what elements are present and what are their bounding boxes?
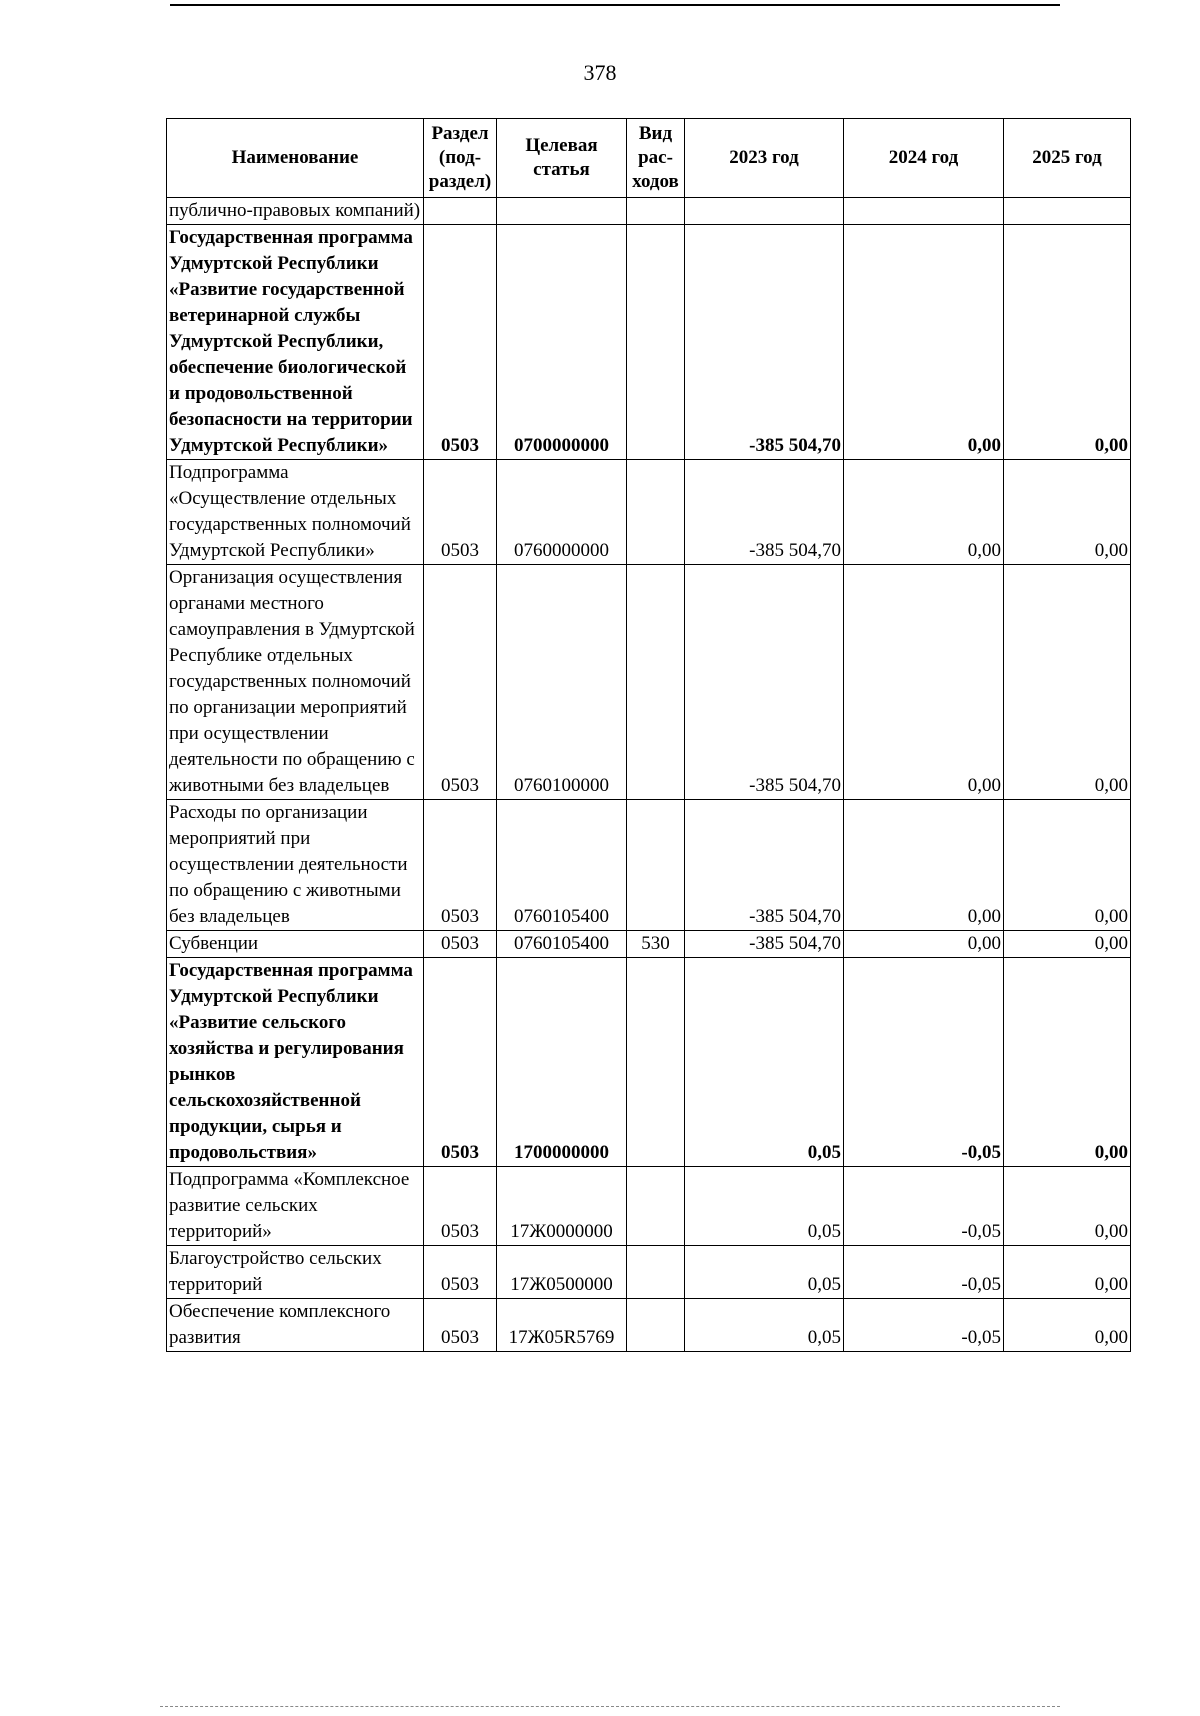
cell-name: Государственная программа Удмуртской Республики «Развитие сельского хозяйства и регулирования рынков сельскохозяйственной продукции, сырья и продовольствия» <box>167 958 424 1167</box>
cell-2025: 0,00 <box>1004 565 1131 800</box>
cell-name: публично-правовых компаний) <box>167 198 424 225</box>
table-row <box>167 958 1131 1167</box>
cell-target: 0760105400 <box>497 800 627 931</box>
cell-2023: 0,05 <box>685 1299 844 1352</box>
cell-name: Подпрограмма «Осуществление отдельных государственных полномочий Удмуртской Республики» <box>167 460 424 565</box>
cell-kind <box>627 565 685 800</box>
cell-2024: -0,05 <box>844 958 1004 1167</box>
cell-section: 0503 <box>424 1246 497 1299</box>
cell-section <box>424 198 497 225</box>
header-target: Целевая статья <box>497 119 627 198</box>
table-header-row <box>167 119 1131 198</box>
cell-2023: 0,05 <box>685 958 844 1167</box>
cell-2025: 0,00 <box>1004 225 1131 460</box>
budget-table <box>166 118 1131 1352</box>
cell-kind <box>627 198 685 225</box>
table-row <box>167 1246 1131 1299</box>
cell-2025 <box>1004 198 1131 225</box>
cell-kind <box>627 225 685 460</box>
header-section: Раздел (под-раздел) <box>424 119 497 198</box>
page-number: 378 <box>583 60 617 85</box>
cell-2023: -385 504,70 <box>685 460 844 565</box>
cell-2025: 0,00 <box>1004 800 1131 931</box>
cell-2023: -385 504,70 <box>685 931 844 958</box>
cell-name: Расходы по организации мероприятий при осуществлении деятельности по обращению с животными без владельцев <box>167 800 424 931</box>
table-row <box>167 800 1131 931</box>
table-row <box>167 931 1131 958</box>
cell-kind: 530 <box>627 931 685 958</box>
cell-section: 0503 <box>424 225 497 460</box>
cell-target: 17Ж0500000 <box>497 1246 627 1299</box>
cell-name: Организация осуществления органами местного самоуправления в Удмуртской Республике отдельных государственных полномочий по организации мероприятий при осуществлении деятельности по обращению с животными без владельцев <box>167 565 424 800</box>
cell-2025: 0,00 <box>1004 1246 1131 1299</box>
cell-name: Субвенции <box>167 931 424 958</box>
cell-section: 0503 <box>424 800 497 931</box>
cell-kind <box>627 1167 685 1246</box>
cell-name: Обеспечение комплексного развития <box>167 1299 424 1352</box>
cell-2023: 0,05 <box>685 1167 844 1246</box>
cell-2025: 0,00 <box>1004 931 1131 958</box>
cell-2025: 0,00 <box>1004 460 1131 565</box>
cell-2023 <box>685 198 844 225</box>
cell-kind <box>627 1299 685 1352</box>
table-row <box>167 565 1131 800</box>
cell-2025: 0,00 <box>1004 1299 1131 1352</box>
cell-target <box>497 198 627 225</box>
header-2024: 2024 год <box>844 119 1004 198</box>
cell-name: Подпрограмма «Комплексное развитие сельских территорий» <box>167 1167 424 1246</box>
table-row <box>167 225 1131 460</box>
cell-kind <box>627 800 685 931</box>
cell-section: 0503 <box>424 1299 497 1352</box>
cell-2024: 0,00 <box>844 460 1004 565</box>
table-row <box>167 198 1131 225</box>
cell-2025: 0,00 <box>1004 1167 1131 1246</box>
cell-section: 0503 <box>424 931 497 958</box>
cell-2024: 0,00 <box>844 225 1004 460</box>
cell-2023: -385 504,70 <box>685 225 844 460</box>
bottom-edge-line <box>160 1706 1060 1708</box>
cell-target: 0760000000 <box>497 460 627 565</box>
cell-target: 0760105400 <box>497 931 627 958</box>
table-row <box>167 1167 1131 1246</box>
cell-2023: -385 504,70 <box>685 800 844 931</box>
cell-kind <box>627 460 685 565</box>
cell-2024 <box>844 198 1004 225</box>
cell-2024: -0,05 <box>844 1167 1004 1246</box>
table-row <box>167 460 1131 565</box>
cell-target: 0760100000 <box>497 565 627 800</box>
cell-name: Государственная программа Удмуртской Республики «Развитие государственной ветеринарной службы Удмуртской Республики, обеспечение биологической и продовольственной безопасности на территории Удмуртской Республики» <box>167 225 424 460</box>
header-kind: Вид рас-ходов <box>627 119 685 198</box>
cell-2024: 0,00 <box>844 565 1004 800</box>
cell-2024: 0,00 <box>844 800 1004 931</box>
cell-section: 0503 <box>424 565 497 800</box>
cell-kind <box>627 1246 685 1299</box>
cell-section: 0503 <box>424 1167 497 1246</box>
cell-target: 0700000000 <box>497 225 627 460</box>
header-name: Наименование <box>167 119 424 198</box>
table-row <box>167 1299 1131 1352</box>
cell-target: 17Ж0000000 <box>497 1167 627 1246</box>
cell-target: 17Ж05R5769 <box>497 1299 627 1352</box>
cell-kind <box>627 958 685 1167</box>
cell-section: 0503 <box>424 460 497 565</box>
cell-2025: 0,00 <box>1004 958 1131 1167</box>
cell-name: Благоустройство сельских территорий <box>167 1246 424 1299</box>
cell-section: 0503 <box>424 958 497 1167</box>
cell-2024: 0,00 <box>844 931 1004 958</box>
header-2023: 2023 год <box>685 119 844 198</box>
top-edge-line <box>170 4 1060 6</box>
header-2025: 2025 год <box>1004 119 1131 198</box>
cell-2023: 0,05 <box>685 1246 844 1299</box>
cell-target: 1700000000 <box>497 958 627 1167</box>
cell-2024: -0,05 <box>844 1246 1004 1299</box>
cell-2024: -0,05 <box>844 1299 1004 1352</box>
cell-2023: -385 504,70 <box>685 565 844 800</box>
